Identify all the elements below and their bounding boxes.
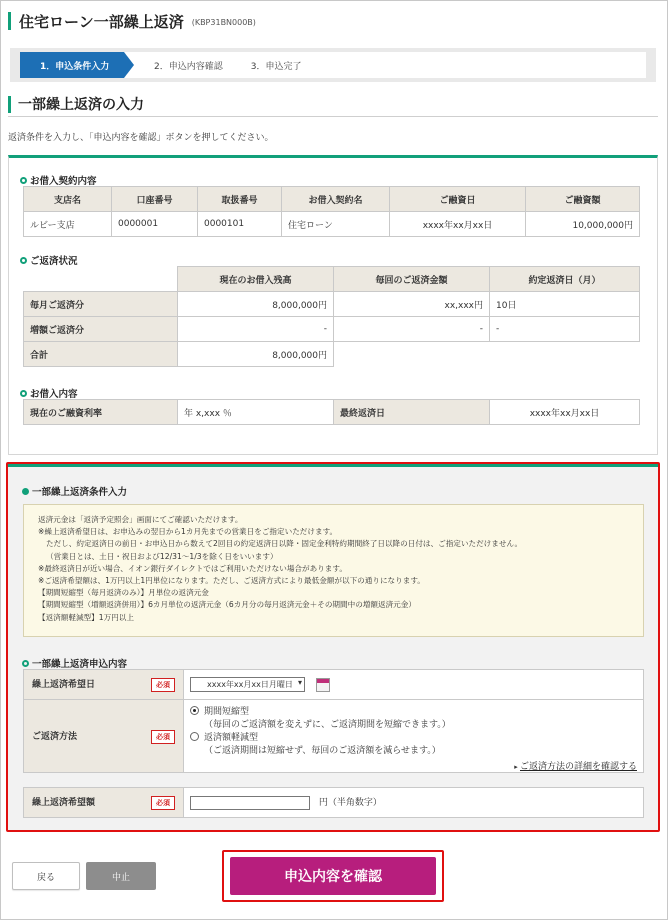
row-label: 合計 xyxy=(24,342,178,367)
repayment-date-select[interactable]: xxxx年xx月xx日月曜日 ▾ xyxy=(190,677,305,692)
amount-form xyxy=(23,787,644,818)
notice-line: ※ご返済希望額は、1万円以上1円単位になります。ただし、ご返済方式により最低金額が以下の通りになります。 xyxy=(38,576,425,586)
date-label: 繰上返済希望日 必須 xyxy=(24,670,184,700)
loan-amount: 10,000,000円 xyxy=(526,212,640,237)
step-2: 2．申込内容確認 xyxy=(154,61,223,72)
method-option-term-reduction[interactable]: 期間短縮型 xyxy=(190,704,637,717)
notice-line: （営業日とは、土日・祝日および12/31～1/3を除く日をいいます） xyxy=(46,551,278,561)
notice-line: 【期間短縮型（毎月返済のみ）】月単位の返済元金 xyxy=(38,588,209,598)
amount-unit: 円（半角数字） xyxy=(318,798,382,809)
contract-table xyxy=(23,186,640,237)
row-label: 増額ご返済分 xyxy=(24,317,178,342)
section-accent-bar xyxy=(8,96,11,113)
day-value: - xyxy=(490,317,640,342)
contract-name: 住宅ローン xyxy=(282,212,390,237)
col-header: 支店名 xyxy=(24,187,112,212)
branch-name: ルビー支店 xyxy=(24,212,112,237)
col-header: ご融資額 xyxy=(526,187,640,212)
amount-label: 繰上返済希望額 必須 xyxy=(24,788,184,818)
page-header xyxy=(0,0,666,42)
repayment-amount-input[interactable] xyxy=(190,796,310,810)
triangle-right-icon: ▸ xyxy=(514,763,520,771)
rate-value: 年 x,xxx ％ xyxy=(178,400,334,425)
step-indicator xyxy=(10,48,656,82)
col-header: お借入契約名 xyxy=(282,187,390,212)
col-header: 毎回のご返済金額 xyxy=(334,267,490,292)
loan-detail-table xyxy=(23,399,640,425)
back-button[interactable]: 戻る xyxy=(12,862,80,890)
notice-line: ただし、約定返済日の前日・お申込日から数えて2回目の約定返済日以降・固定金利特約期間終了日以降の日付は、ご指定いただけません。 xyxy=(46,539,523,549)
calendar-icon[interactable] xyxy=(316,678,330,692)
ring-bullet-icon xyxy=(20,390,27,397)
final-date-value: xxxx年xx月xx日 xyxy=(490,400,640,425)
header-accent-bar xyxy=(8,12,11,30)
method-detail-link[interactable]: ご返済方法の詳細を確認する xyxy=(519,762,637,772)
confirm-button[interactable]: 申込内容を確認 xyxy=(230,857,436,895)
notice-line: 返済元金は「返済予定照会」画面にてご確認いただけます。 xyxy=(38,515,243,524)
option-note: （毎回のご返済額を変えずに、ご返済期間を短縮できます。） xyxy=(204,720,451,730)
balance-value: 8,000,000円 xyxy=(178,292,334,317)
notice-line: ※最終返済日が近い場合、イオン銀行ダイレクトではご利用いただけない場合があります。 xyxy=(38,563,347,573)
table-row xyxy=(24,317,640,342)
col-header: 取扱番号 xyxy=(198,187,282,212)
balance-value: - xyxy=(178,317,334,342)
amount-value: - xyxy=(334,317,490,342)
confirm-highlight xyxy=(222,850,444,902)
final-date-label: 最終返済日 xyxy=(334,400,490,425)
day-value: 10日 xyxy=(490,292,640,317)
notice-box xyxy=(23,504,644,637)
required-badge: 必須 xyxy=(151,796,175,810)
handling-number: 0000101 xyxy=(198,212,282,237)
required-badge: 必須 xyxy=(151,730,175,744)
amount-value: xx,xxx円 xyxy=(334,292,490,317)
application-form xyxy=(23,669,644,773)
loan-info-box xyxy=(8,155,658,455)
notice-line: 【返済額軽減型】1万円以上 xyxy=(38,612,134,622)
col-header: 口座番号 xyxy=(112,187,198,212)
loan-detail-heading: お借入内容 xyxy=(20,386,78,400)
step-3: 3．申込完了 xyxy=(250,61,302,72)
table-row xyxy=(24,400,640,425)
divider xyxy=(8,116,658,117)
rate-label: 現在のご融資利率 xyxy=(24,400,178,425)
table-row xyxy=(24,212,640,237)
loan-date: xxxx年xx月xx日 xyxy=(390,212,526,237)
radio-unselected[interactable] xyxy=(190,732,199,741)
intro-text: 返済条件を入力し、「申込内容を確認」ボタンを押してください。 xyxy=(8,133,274,143)
row-label: 毎月ご返済分 xyxy=(24,292,178,317)
balance-value: 8,000,000円 xyxy=(178,342,334,367)
section-title: 一部繰上返済の入力 xyxy=(18,97,144,113)
col-header: 約定返済日（月） xyxy=(490,267,640,292)
section-heading xyxy=(8,94,144,114)
notice-line: 【期間短縮型（増額返済併用）】6カ月単位の返済元金（6カ月分の毎月返済元金＋その期間中の増額返済元金） xyxy=(38,600,416,610)
table-row xyxy=(24,342,640,367)
dot-bullet-icon xyxy=(22,488,29,495)
repayment-status-table xyxy=(23,266,640,367)
radio-selected[interactable] xyxy=(190,706,199,715)
ring-bullet-icon xyxy=(22,660,29,667)
repayment-input-section xyxy=(6,462,660,832)
repayment-status-heading: ご返済状況 xyxy=(20,253,78,267)
contract-heading: お借入契約内容 xyxy=(20,173,97,187)
method-option-payment-reduction[interactable]: 返済額軽減型 xyxy=(190,730,637,743)
cancel-button[interactable]: 中止 xyxy=(86,862,156,890)
ring-bullet-icon xyxy=(20,257,27,264)
step-1-active: 1．申込条件入力 xyxy=(20,52,124,78)
method-label: ご返済方法 必須 xyxy=(24,700,184,773)
col-header: ご融資日 xyxy=(390,187,526,212)
notice-line: ※繰上返済希望日は、お申込みの翌日から1カ月先までの営業日をご指定いただけます。 xyxy=(38,527,338,537)
screen-code: (KBP31BN000B) xyxy=(191,18,256,27)
page-title: 住宅ローン一部繰上返済 xyxy=(19,12,184,31)
option-note: （ご返済期間は短縮せず、毎回のご返済額を減らせます。） xyxy=(204,746,441,756)
col-header: 現在のお借入残高 xyxy=(178,267,334,292)
ring-bullet-icon xyxy=(20,177,27,184)
form-heading: 一部繰上返済申込内容 xyxy=(22,656,127,670)
table-row xyxy=(24,292,640,317)
account-number: 0000001 xyxy=(112,212,198,237)
input-heading: 一部繰上返済条件入力 xyxy=(22,484,127,498)
required-badge: 必須 xyxy=(151,678,175,692)
chevron-down-icon: ▾ xyxy=(297,678,302,687)
